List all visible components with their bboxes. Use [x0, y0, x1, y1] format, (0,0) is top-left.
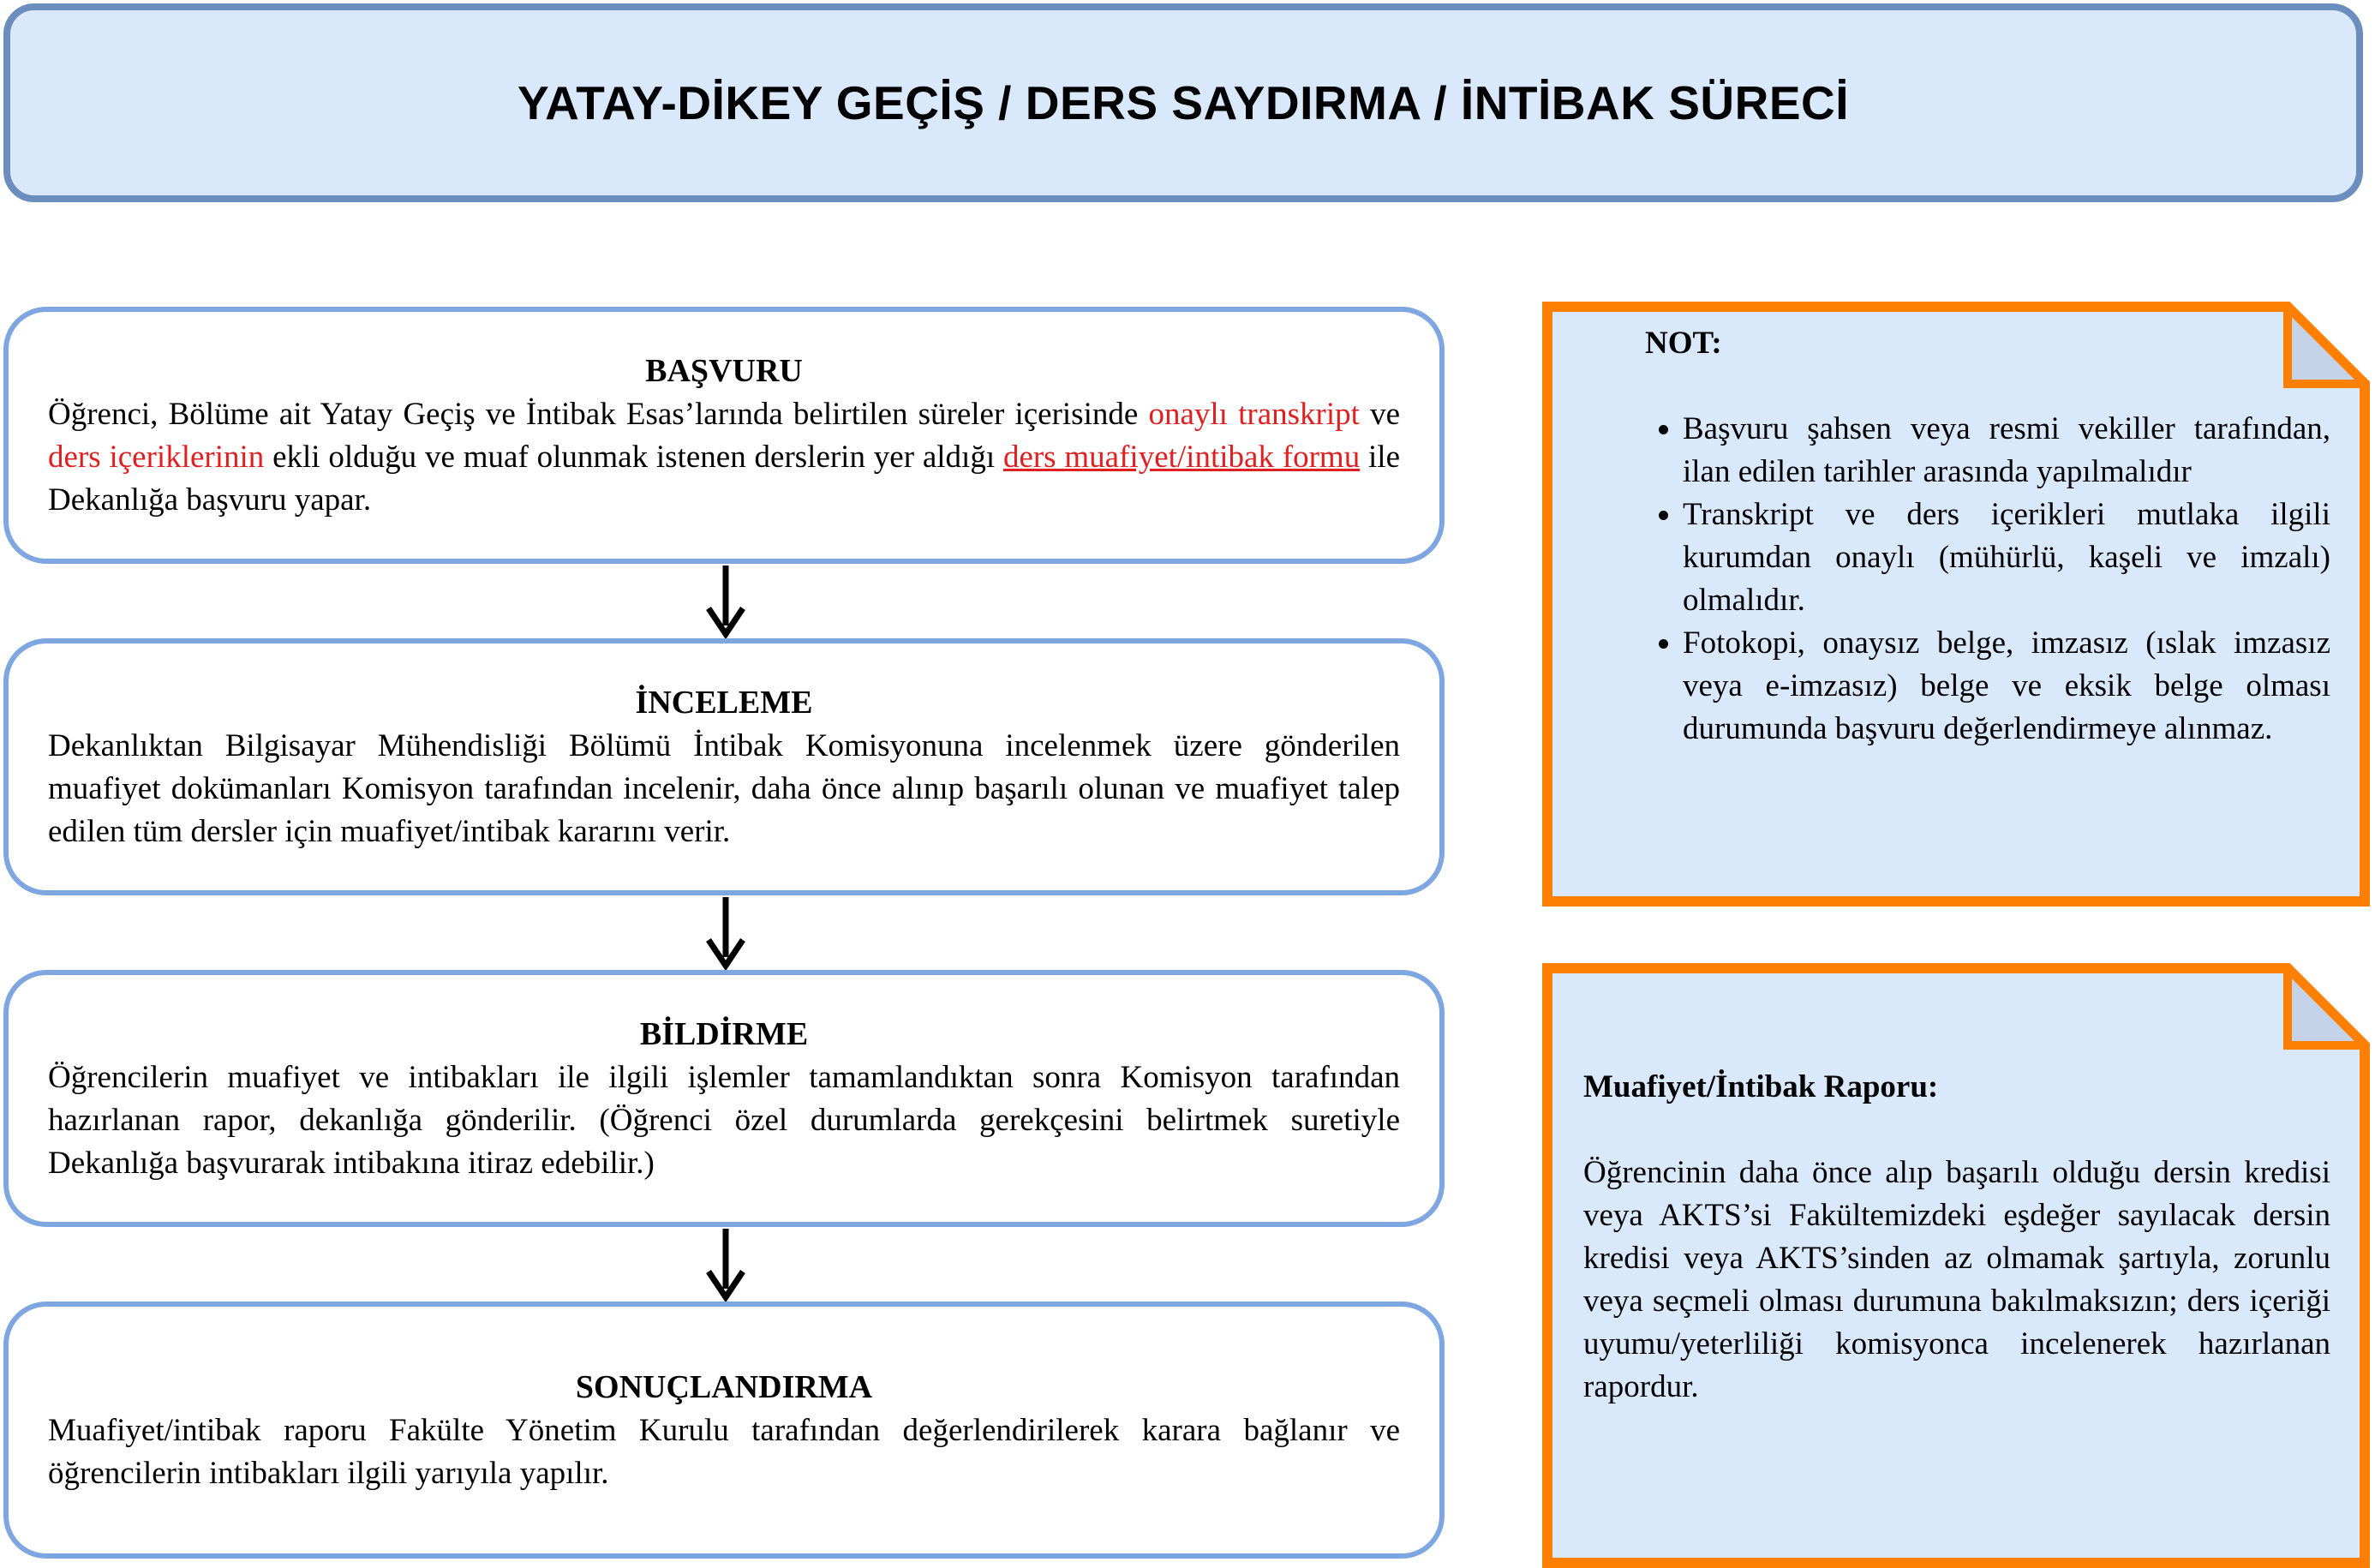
- step-heading: SONUÇLANDIRMA: [575, 1369, 873, 1405]
- arrow-down-icon: [704, 1229, 747, 1306]
- report-text: Öğrencinin daha önce alıp başarılı olduğu dersin kredisi veya AKTS’si Fakültemizdeki eşdeğer sayılacak dersin kredisi veya AKTS’sinden az olmamak şartıyla, zorunlu veya seçmeli olması durumuna bakılmaksızın; ders içeriği uyumu/yeterliliği komisyonca incelenerek hazırlanan rapordur.: [1583, 1155, 2330, 1404]
- note-item: • Başvuru şahsen veya resmi vekiller tarafından, ilan edilen tarihler arasında yapılmalıdır: [1683, 408, 2330, 494]
- report-label: Muafiyet/İntibak Raporu:: [1583, 1069, 1939, 1104]
- onayli-transkript-text: onaylı transkript: [1148, 397, 1360, 432]
- muafiyet-form-link[interactable]: ders muafiyet/intibak formu: [1002, 440, 1361, 475]
- title-box: [3, 3, 2363, 202]
- step-body: Muafiyet/intibak raporu Fakülte Yönetim Kurulu tarafından değerlendirilerek karara bağlanır ve öğrencilerin intibakları ilgili yarıyıla yapılır.: [48, 1413, 1400, 1491]
- step-bildirme: [3, 970, 1445, 1227]
- step-inceleme: [3, 638, 1445, 895]
- step-body-text: ekli olduğu ve muaf olunmak istenen derslerin yer aldığı: [264, 440, 1003, 475]
- step-basvuru: [3, 307, 1445, 564]
- step-sonuclandirma: [3, 1302, 1445, 1559]
- step-heading: BİLDİRME: [639, 1016, 809, 1052]
- arrow-down-icon: [704, 566, 747, 643]
- note-list: [1645, 408, 2330, 751]
- step-body-text: Öğrenci, Bölüme ait Yatay Geçiş ve İntibak Esas’larında belirtilen süreler içerisinde: [48, 397, 1149, 432]
- note-label: NOT:: [1645, 326, 1722, 361]
- step-body: Dekanlıktan Bilgisayar Mühendisliği Bölümü İntibak Komisyonuna incelenmek üzere gönderilen muafiyet dokümanları Komisyon tarafından incelenir, daha önce alınıp başarılı olunan ve muafiyet talep edilen tüm dersler için muafiyet/intibak kararını verir.: [48, 728, 1400, 849]
- ders-icerikleri-text: ders içeriklerinin: [48, 440, 265, 475]
- note-item: • Transkript ve ders içerikleri mutlaka ilgili kurumdan onaylı (mühürlü, kaşeli ve imzalı) olmalıdır.: [1683, 494, 2330, 622]
- step-body: [48, 393, 1400, 522]
- step-body: Öğrencilerin muafiyet ve intibakları ile ilgili işlemler tamamlandıktan sonra Komisyon tarafından hazırlanan rapor, dekanlığa gönderilir. (Öğrenci özel durumlarda gerekçesini belirtmek suretiyle Dekanlığa başvurarak intibakına itiraz edebilir.): [48, 1060, 1400, 1181]
- report-content: [1583, 1066, 2330, 1409]
- note-box: [1542, 302, 2370, 907]
- note-content: [1645, 322, 2330, 751]
- step-body-text: ve: [1359, 397, 1400, 432]
- step-heading: İNCELEME: [635, 685, 813, 721]
- page-title: YATAY-DİKEY GEÇİŞ / DERS SAYDIRMA / İNTİBAK SÜRECİ: [517, 76, 1850, 129]
- note-item: • Fotokopi, onaysız belge, imzasız (ıslak imzasız veya e-imzasız) belge ve eksik belge olması durumunda başvuru değerlendirmeye alınmaz.: [1683, 622, 2330, 751]
- arrow-down-icon: [704, 897, 747, 974]
- step-heading: BAŞVURU: [645, 353, 803, 389]
- report-note-box: [1542, 963, 2370, 1568]
- step-body-text: ile Dekanlığa başvuru yapar.: [48, 440, 1401, 518]
